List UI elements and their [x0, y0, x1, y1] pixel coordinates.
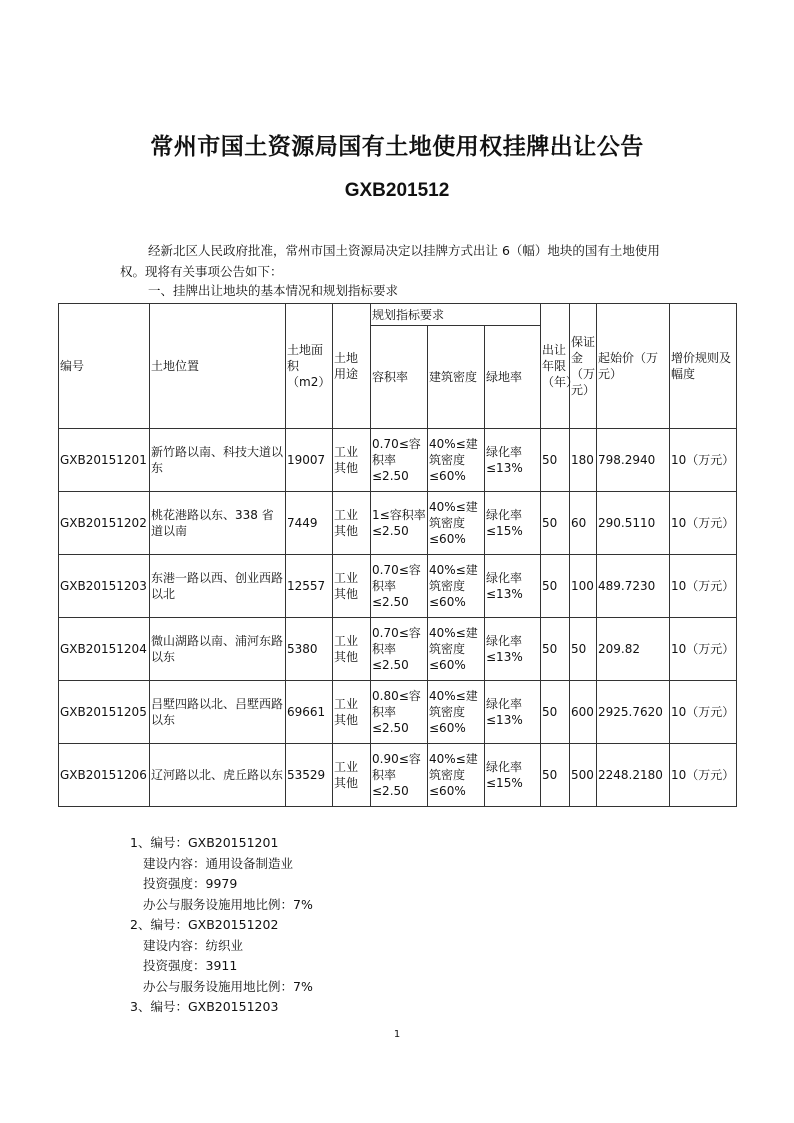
table-row: [59, 618, 737, 681]
cell-price: 489.7230: [597, 555, 670, 618]
cell-term: 50: [541, 681, 570, 744]
header-green: 绿地率: [485, 326, 541, 429]
cell-id: GXB20151202: [59, 492, 150, 555]
cell-use: 工业其他: [333, 492, 371, 555]
cell-term: 50: [541, 744, 570, 807]
cell-location: 桃花港路以东、338 省道以南: [150, 492, 286, 555]
list-item-label: 1、编号：GXB20151201: [130, 835, 279, 850]
cell-deposit: 50: [570, 618, 597, 681]
header-use: 土地用途: [333, 304, 371, 429]
document-title: 常州市国土资源局国有土地使用权挂牌出让公告: [150, 134, 644, 160]
cell-far: 0.70≤容积率≤2.50: [371, 555, 428, 618]
table-row: [59, 555, 737, 618]
cell-id: GXB20151205: [59, 681, 150, 744]
cell-far: 0.90≤容积率≤2.50: [371, 744, 428, 807]
cell-term: 50: [541, 555, 570, 618]
intro-paragraph: 经新北区人民政府批准，常州市国土资源局决定以挂牌方式出让 6（幅）地块的国有土地使用权。现将有关事项公告如下：: [120, 243, 660, 279]
cell-location: 辽河路以北、虎丘路以东: [150, 744, 286, 807]
cell-price: 290.5110: [597, 492, 670, 555]
cell-area: 19007: [286, 429, 333, 492]
list-item-investment: 投资强度：9979: [143, 876, 238, 891]
cell-density: 40%≤建筑密度≤60%: [428, 681, 485, 744]
cell-density: 40%≤建筑密度≤60%: [428, 429, 485, 492]
section-heading: 一、挂牌出让地块的基本情况和规划指标要求: [148, 283, 399, 298]
cell-price: 209.82: [597, 618, 670, 681]
cell-increment: 10（万元）: [670, 429, 737, 492]
list-item-label: 3、编号：GXB20151203: [130, 999, 279, 1014]
cell-location: 吕墅四路以北、吕墅西路以东: [150, 681, 286, 744]
cell-far: 0.80≤容积率≤2.50: [371, 681, 428, 744]
header-increment: 增价规则及幅度: [670, 304, 737, 429]
cell-area: 5380: [286, 618, 333, 681]
list-item-content: 建设内容：纺织业: [143, 937, 244, 953]
cell-green: 绿化率≤13%: [485, 618, 541, 681]
parcel-requirements-list: [130, 833, 313, 1018]
cell-term: 50: [541, 492, 570, 555]
cell-area: 69661: [286, 681, 333, 744]
cell-far: 0.70≤容积率≤2.50: [371, 618, 428, 681]
cell-increment: 10（万元）: [670, 618, 737, 681]
cell-density: 40%≤建筑密度≤60%: [428, 744, 485, 807]
cell-location: 东港一路以西、创业西路以北: [150, 555, 286, 618]
cell-price: 798.2940: [597, 429, 670, 492]
cell-deposit: 60: [570, 492, 597, 555]
cell-deposit: 600: [570, 681, 597, 744]
cell-location: 新竹路以南、科技大道以东: [150, 429, 286, 492]
list-item-label: 2、编号：GXB20151202: [130, 917, 279, 932]
cell-id: GXB20151201: [59, 429, 150, 492]
cell-id: GXB20151204: [59, 618, 150, 681]
list-item-investment: 投资强度：3911: [143, 958, 238, 973]
cell-id: GXB20151206: [59, 744, 150, 807]
cell-deposit: 100: [570, 555, 597, 618]
cell-use: 工业其他: [333, 429, 371, 492]
cell-term: 50: [541, 618, 570, 681]
table-row: [59, 492, 737, 555]
header-start-price: 起始价（万元）: [597, 304, 670, 429]
table-row: [59, 744, 737, 807]
land-parcel-table: [58, 303, 737, 807]
header-far: 容积率: [371, 326, 428, 429]
cell-density: 40%≤建筑密度≤60%: [428, 555, 485, 618]
cell-deposit: 500: [570, 744, 597, 807]
cell-deposit: 180: [570, 429, 597, 492]
cell-green: 绿化率≤15%: [485, 492, 541, 555]
cell-use: 工业其他: [333, 681, 371, 744]
cell-area: 12557: [286, 555, 333, 618]
list-item-office-ratio: 办公与服务设施用地比例：7%: [143, 896, 313, 912]
cell-area: 7449: [286, 492, 333, 555]
table-row: [59, 429, 737, 492]
header-density: 建筑密度: [428, 326, 485, 429]
cell-price: 2248.2180: [597, 744, 670, 807]
cell-far: 1≤容积率≤2.50: [371, 492, 428, 555]
cell-area: 53529: [286, 744, 333, 807]
header-location: 土地位置: [150, 304, 286, 429]
page-number: 1: [393, 1029, 401, 1040]
cell-id: GXB20151203: [59, 555, 150, 618]
list-item-content: 建设内容：通用设备制造业: [143, 855, 294, 871]
cell-far: 0.70≤容积率≤2.50: [371, 429, 428, 492]
announcement-code: GXB201512: [344, 180, 450, 201]
header-planning: 规划指标要求: [371, 304, 541, 326]
cell-green: 绿化率≤13%: [485, 555, 541, 618]
header-term: 出让年限（年）: [541, 304, 570, 429]
header-area: 土地面积（m2）: [286, 304, 333, 429]
cell-use: 工业其他: [333, 555, 371, 618]
cell-increment: 10（万元）: [670, 681, 737, 744]
cell-term: 50: [541, 429, 570, 492]
cell-green: 绿化率≤13%: [485, 681, 541, 744]
cell-density: 40%≤建筑密度≤60%: [428, 618, 485, 681]
cell-green: 绿化率≤13%: [485, 429, 541, 492]
cell-green: 绿化率≤15%: [485, 744, 541, 807]
cell-increment: 10（万元）: [670, 555, 737, 618]
table-row: [59, 681, 737, 744]
cell-use: 工业其他: [333, 618, 371, 681]
header-deposit: 保证金（万元）: [570, 304, 597, 429]
cell-density: 40%≤建筑密度≤60%: [428, 492, 485, 555]
header-id: 编号: [59, 304, 150, 429]
cell-increment: 10（万元）: [670, 492, 737, 555]
cell-price: 2925.7620: [597, 681, 670, 744]
cell-increment: 10（万元）: [670, 744, 737, 807]
cell-use: 工业其他: [333, 744, 371, 807]
list-item-office-ratio: 办公与服务设施用地比例：7%: [143, 978, 313, 994]
cell-location: 微山湖路以南、浦河东路以东: [150, 618, 286, 681]
